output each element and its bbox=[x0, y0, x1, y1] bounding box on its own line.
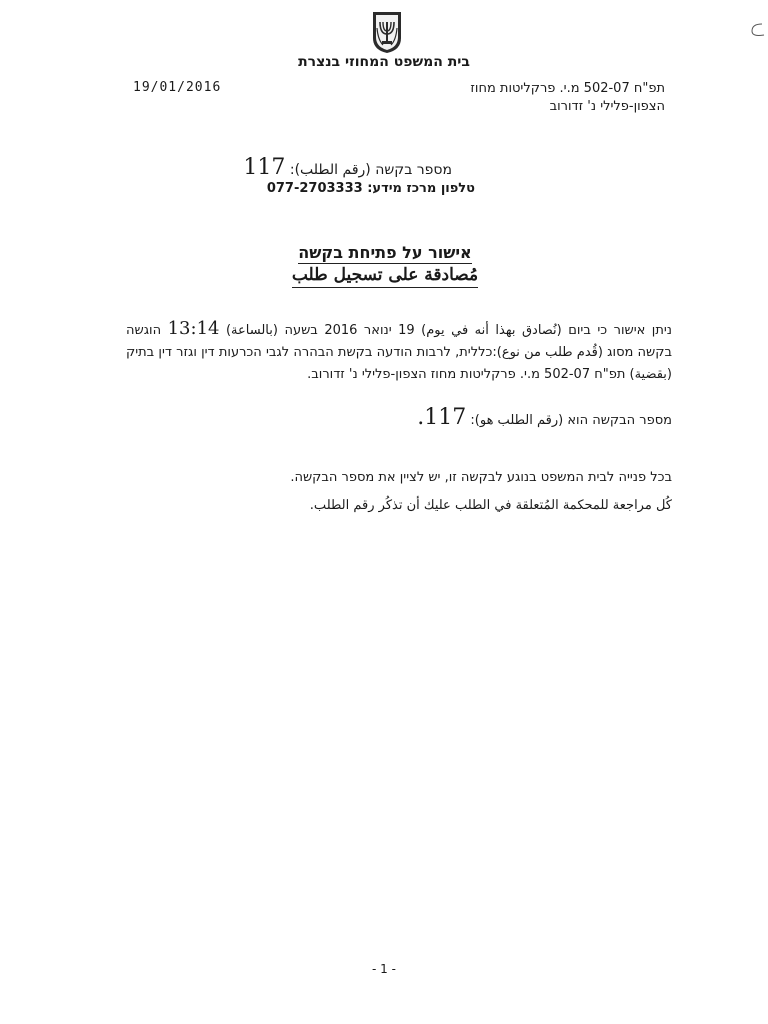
request-number-statement-label: מספר הבקשה הוא (رقم الطلب هو): bbox=[470, 413, 672, 428]
state-emblem-icon bbox=[371, 10, 403, 54]
document-title-arabic bbox=[240, 265, 530, 285]
submission-time: 13:14 bbox=[167, 318, 220, 339]
body-part-1: ניתן אישור כי ביום (نُصادق بهذا أنه في يوم) 19 ינואר 2016 בשעה (بالساعة) bbox=[219, 323, 673, 338]
request-number-header bbox=[243, 155, 452, 180]
document-title-hebrew bbox=[240, 243, 530, 262]
document-date: 19/01/2016 bbox=[133, 80, 222, 95]
corner-pen-mark bbox=[744, 18, 768, 40]
request-number-value: 117 bbox=[243, 155, 286, 180]
request-number-label: מספר בקשה (رقم الطلب): bbox=[289, 162, 452, 178]
page-number: - 1 - bbox=[372, 962, 396, 976]
request-number-statement-value: 117 bbox=[424, 405, 467, 430]
case-reference bbox=[470, 80, 665, 116]
title-arabic-text: مُصادقة على تسجيل طلب bbox=[292, 265, 478, 288]
case-reference-line-1: תפ"ח 502-07 מ.י. פרקליטות מחוז bbox=[470, 81, 665, 96]
court-name: בית המשפט המחוזי בנצרת bbox=[298, 54, 470, 70]
request-number-statement-suffix: . bbox=[417, 405, 425, 430]
note-hebrew: בכל פנייה לבית המשפט בנוגע לבקשה זו, יש לציין את מספר הבקשה. bbox=[290, 470, 672, 485]
request-number-statement bbox=[417, 405, 672, 430]
confirmation-body bbox=[126, 318, 672, 386]
title-hebrew-text: אישור על פתיחת בקשה bbox=[298, 243, 472, 262]
case-reference-line-2: הצפון-פלילי נ' זדורוב bbox=[549, 99, 665, 114]
note-arabic: كُل مراجعة للمحكمة المُتعلقة في الطلب عليك أن تذكُر رقم الطلب. bbox=[309, 498, 672, 513]
info-center-phone: טלפון מרכז מידע: 077-2703333 bbox=[266, 181, 475, 196]
body-part-2: הוגשה בקשה מסוג (قُدم طلب من نوع):כללית, לרבות הודעה בקשת הבהרה לגבי הכרעות דין וגזר דין בתיק (بقضية) תפ"ח 502-07 מ.י. פרקליטות מחוז הצפון-פלילי נ' זדורוב. bbox=[126, 323, 672, 382]
